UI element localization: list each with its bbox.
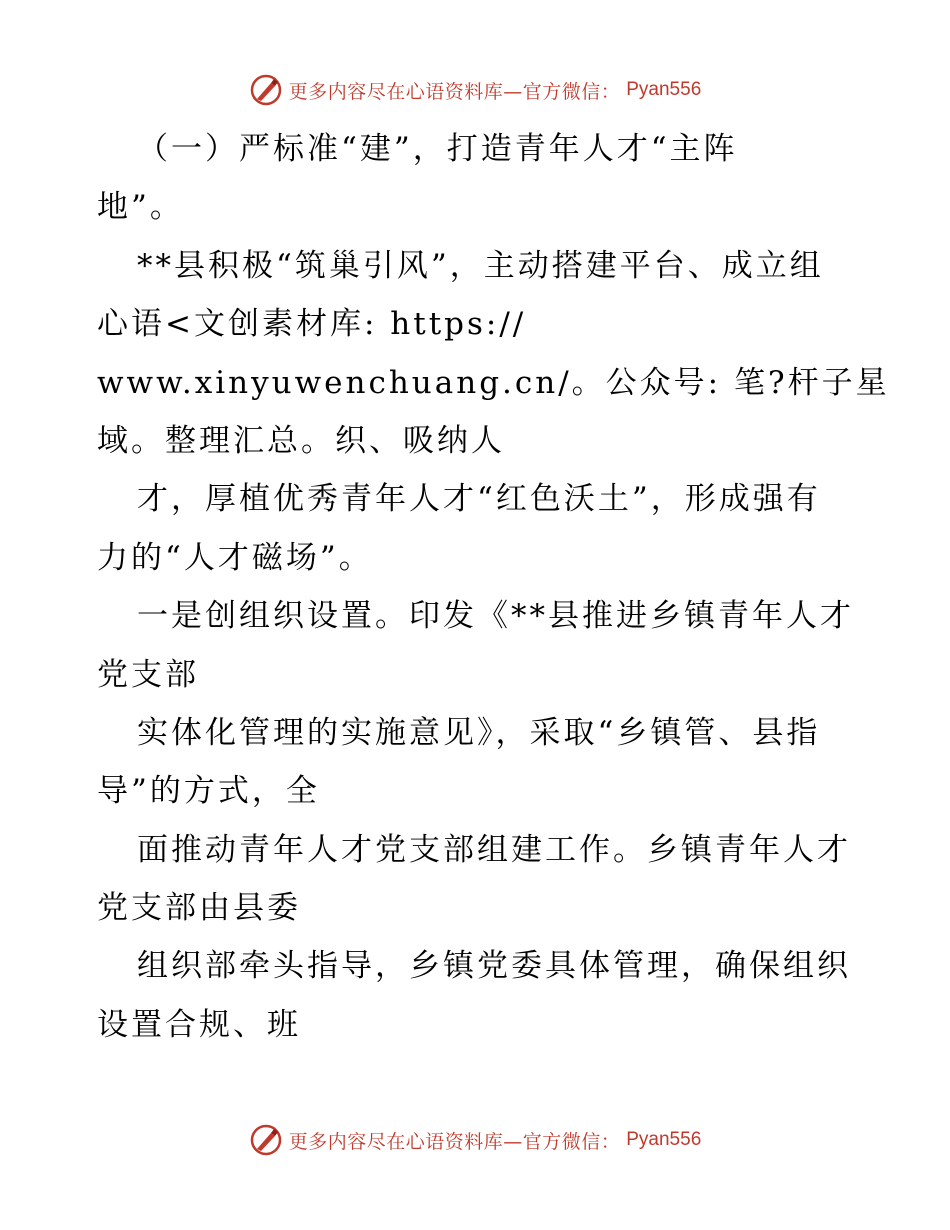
banner-wechat-id: Pyan556 (626, 79, 702, 100)
text-line: 地”。 (97, 189, 184, 226)
text-line: **县积极“筑巢引风”，主动搭建平台、成立组 (137, 247, 824, 284)
document-body (97, 120, 890, 1054)
banner-wechat-id: Pyan556 (626, 1129, 702, 1150)
text-line: 才，厚植优秀青年人才“红色沃土”，形成强有 (137, 481, 821, 518)
banner-text: 更多内容尽在心语资料库—官方微信： (288, 1130, 621, 1153)
text-line: 党支部由县委 (97, 890, 301, 927)
text-line: 一是创组织设置。印发《**县推进乡镇青年人才 (137, 598, 854, 635)
header-watermark-banner (0, 70, 950, 110)
text-line: 组织部牵头指导，乡镇党委具体管理，确保组织 (137, 948, 851, 985)
pen-logo-icon (249, 73, 283, 107)
banner-text: 更多内容尽在心语资料库—官方微信： (288, 80, 621, 103)
text-line: 导”的方式，全 (97, 773, 320, 810)
text-line: www.xinyuwenchuang.cn/。公众号: 笔?杆子星 (97, 364, 890, 401)
text-line: 设置合规、班 (97, 1006, 301, 1043)
text-line: 域。整理汇总。织、吸纳人 (97, 422, 505, 459)
footer-watermark-banner (0, 1120, 950, 1160)
text-line: 面推动青年人才党支部组建工作。乡镇青年人才 (137, 831, 851, 868)
text-line: （一）严标准“建”，打造青年人才“主阵 (137, 131, 738, 167)
text-line: 力的“人才磁场”。 (97, 539, 373, 576)
text-line: 实体化管理的实施意见》，采取“乡镇管、县指 (137, 714, 821, 751)
text-line: 心语<文创素材库: https:// (97, 306, 527, 343)
text-line: 党支部 (97, 656, 199, 693)
pen-logo-icon (249, 1123, 283, 1157)
